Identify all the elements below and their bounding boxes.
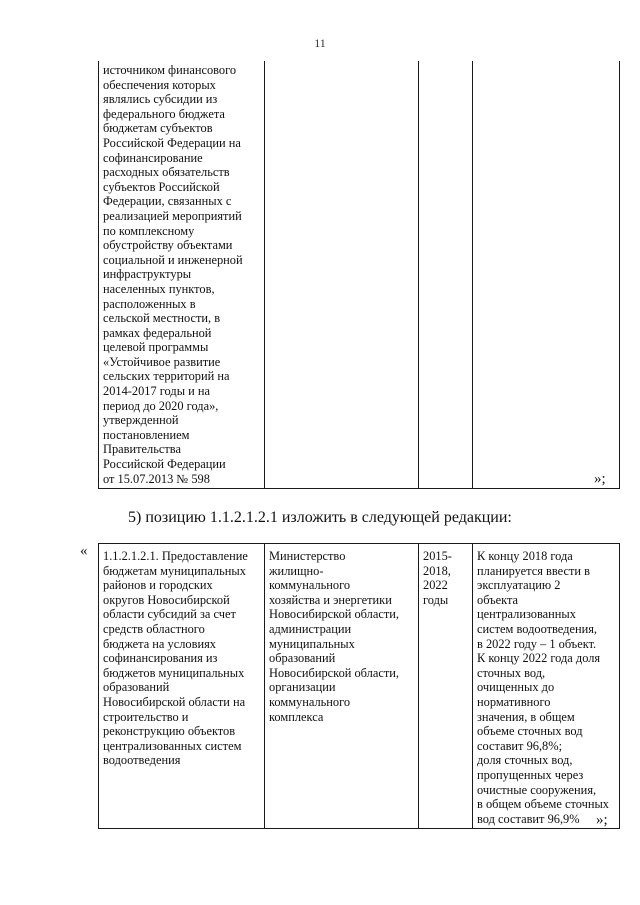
- closing-quote: »;: [594, 471, 606, 487]
- table-cell-result: К концу 2018 года планируется ввести в эксплуатацию 2 объекта централизованных систем водоотведения, в 2022 году – 1 объект. К концу 2022 года доля сточных вод, очищенных до нормативного значения, в общем объеме сточных вод составит 96,8%; доля сточных вод, пропущенных через очистные сооружения, в общем объеме сточных вод составит 96,9%: [473, 544, 620, 829]
- continued-table: [98, 61, 620, 489]
- amendment-instruction: 5) позицию 1.1.2.1.2.1 изложить в следующей редакции:: [128, 509, 512, 526]
- table-cell-result: [473, 61, 620, 489]
- opening-quote: «: [80, 543, 88, 559]
- table-cell-executor: Министерство жилищно- коммунального хозяйства и энергетики Новосибирской области, администрации муниципальных образований Новосибирской области, организации коммунального комплекса: [265, 544, 419, 829]
- amended-position-table: [98, 543, 620, 829]
- table-cell-description: источником финансового обеспечения которых являлись субсидии из федерального бюджета бюджетам субъектов Российской Федерации на софинансирование расходных обязательств субъектов Российской Федерации, связанных с реализацией мероприятий по комплексному обустройству объектами социальной и инженерной инфраструктуры населенных пунктов, расположенных в сельской местности, в рамках федеральной целевой программы «Устойчивое развитие сельских территорий на 2014-2017 годы и на период до 2020 года», утвержденной постановлением Правительства Российской Федерации от 15.07.2013 № 598: [99, 61, 265, 489]
- table-row: [99, 61, 620, 489]
- table-cell-period: 2015- 2018, 2022 годы: [419, 544, 473, 829]
- table-cell-period: [419, 61, 473, 489]
- table-cell-executor: [265, 61, 419, 489]
- table-cell-description: 1.1.2.1.2.1. Предоставление бюджетам муниципальных районов и городских округов Новосибирской области субсидий за счет средств областного бюджета на условиях софинансирования из бюджетов муниципальных образований Новосибирской области на строительство и реконструкцию объектов централизованных систем водоотведения: [99, 544, 265, 829]
- closing-quote: »;: [596, 812, 608, 828]
- table-row: [99, 544, 620, 829]
- page-number: 11: [314, 36, 326, 50]
